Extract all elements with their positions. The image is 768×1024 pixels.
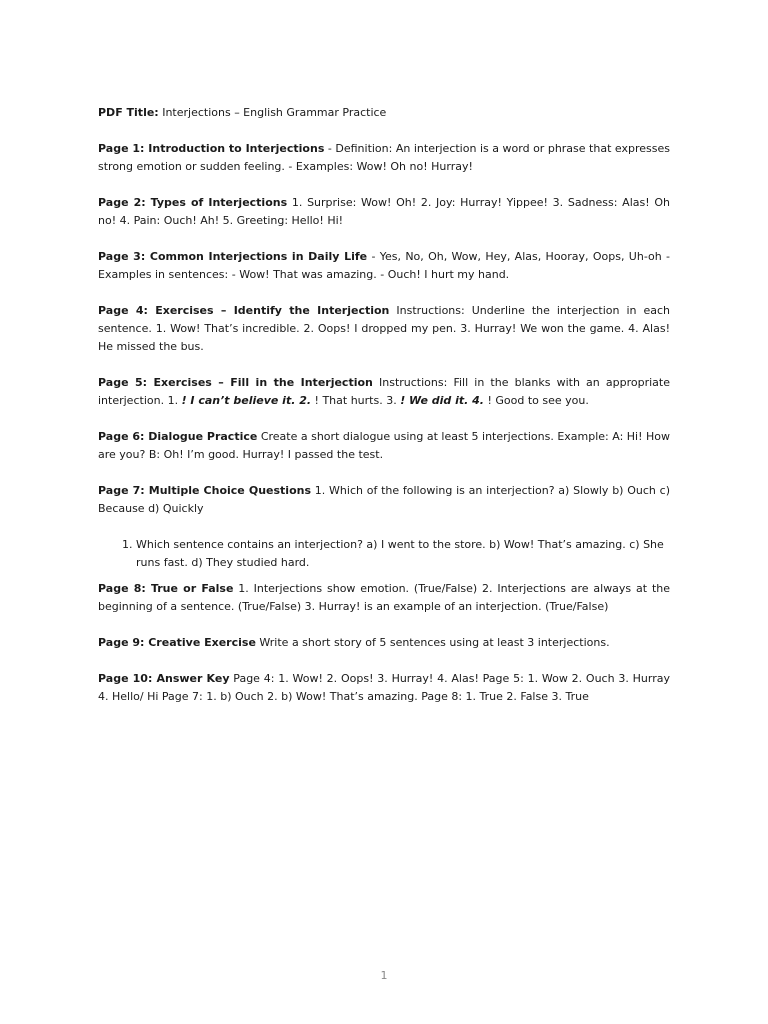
section-page-3 [98,248,670,284]
section-emphasis: ! I can’t believe it. 2. [181,394,312,407]
section-text: - Definition: An interjection is a word or phrase that expresses strong emotion or sudden feeling. - Examples: Wow! Oh no! Hurray! [98,142,670,173]
section-heading: Page 8: True or False [98,582,234,595]
section-page-7 [98,482,670,518]
section-page-10 [98,670,670,706]
section-page-8 [98,580,670,616]
section-page-5 [98,374,670,410]
section-text: Instructions: Fill in the blanks with an appropriate interjection. 1. [98,376,670,407]
section-page-6 [98,428,670,464]
pdf-title-text: Interjections – English Grammar Practice [158,106,387,119]
section-text: - Yes, No, Oh, Wow, Hey, Alas, Hooray, Oops, Uh-oh - Examples in sentences: - Wow! That was amazing. - Ouch! I hurt my hand. [98,250,670,281]
section-text: ! That hurts. 3. [311,394,401,407]
section-text: ! Good to see you. [483,394,589,407]
section-heading: Page 6: Dialogue Practice [98,430,258,443]
section-text: Instructions: Underline the interjection in each sentence. 1. Wow! That’s incredible. 2. Oops! I dropped my pen. 3. Hurray! We won the game. 4. Alas! He missed the bus. [98,304,670,353]
section-heading: Page 3: Common Interjections in Daily Life [98,250,368,263]
section-heading: Page 7: Multiple Choice Questions [98,484,312,497]
section-page-1 [98,140,670,176]
section-text: 1. Which of the following is an interjection? a) Slowly b) Ouch c) Because d) Quickly [98,484,670,515]
section-text: Create a short dialogue using at least 5 interjections. Example: A: Hi! How are you? B: Oh! I’m good. Hurray! I passed the test. [98,430,671,461]
section-text: Write a short story of 5 sentences using at least 3 interjections. [255,636,610,649]
section-heading: Page 2: Types of Interjections [98,196,288,209]
section-text: 1. Interjections show emotion. (True/False) 2. Interjections are always at the beginning of a sentence. (True/False) 3. Hurray! is an example of an interjection. (True/False) [98,582,670,613]
section-page-4 [98,302,670,356]
section-heading: Page 10: Answer Key [98,672,230,685]
page-number: 1 [380,969,388,982]
document-body [98,104,670,724]
section-text: 1. Surprise: Wow! Oh! 2. Joy: Hurray! Yippee! 3. Sadness: Alas! Oh no! 4. Pain: Ouch! Ah! 5. Greeting: Hello! Hi! [98,196,670,227]
mcq-list [98,536,670,572]
section-heading: Page 4: Exercises – Identify the Interjection [98,304,390,317]
section-heading: Page 1: Introduction to Interjections [98,142,325,155]
section-text: Page 4: 1. Wow! 2. Oops! 3. Hurray! 4. Alas! Page 5: 1. Wow 2. Ouch 3. Hurray 4. Hello/ Hi Page 7: 1. b) Ouch 2. b) Wow! That’s amazing. Page 8: 1. True 2. False 3. True [98,672,670,703]
section-heading: Page 5: Exercises – Fill in the Interjection [98,376,373,389]
section-heading: Page 9: Creative Exercise [98,636,256,649]
section-emphasis: ! We did it. 4. [400,394,484,407]
list-item: 1. Which sentence contains an interjection? a) I went to the store. b) Wow! That’s amazing. c) She runs fast. d) They studied hard. [136,536,670,572]
section-page-9 [98,634,670,652]
section-page-2 [98,194,670,230]
pdf-title-label: PDF Title: [98,106,159,119]
pdf-title-line [98,104,670,122]
